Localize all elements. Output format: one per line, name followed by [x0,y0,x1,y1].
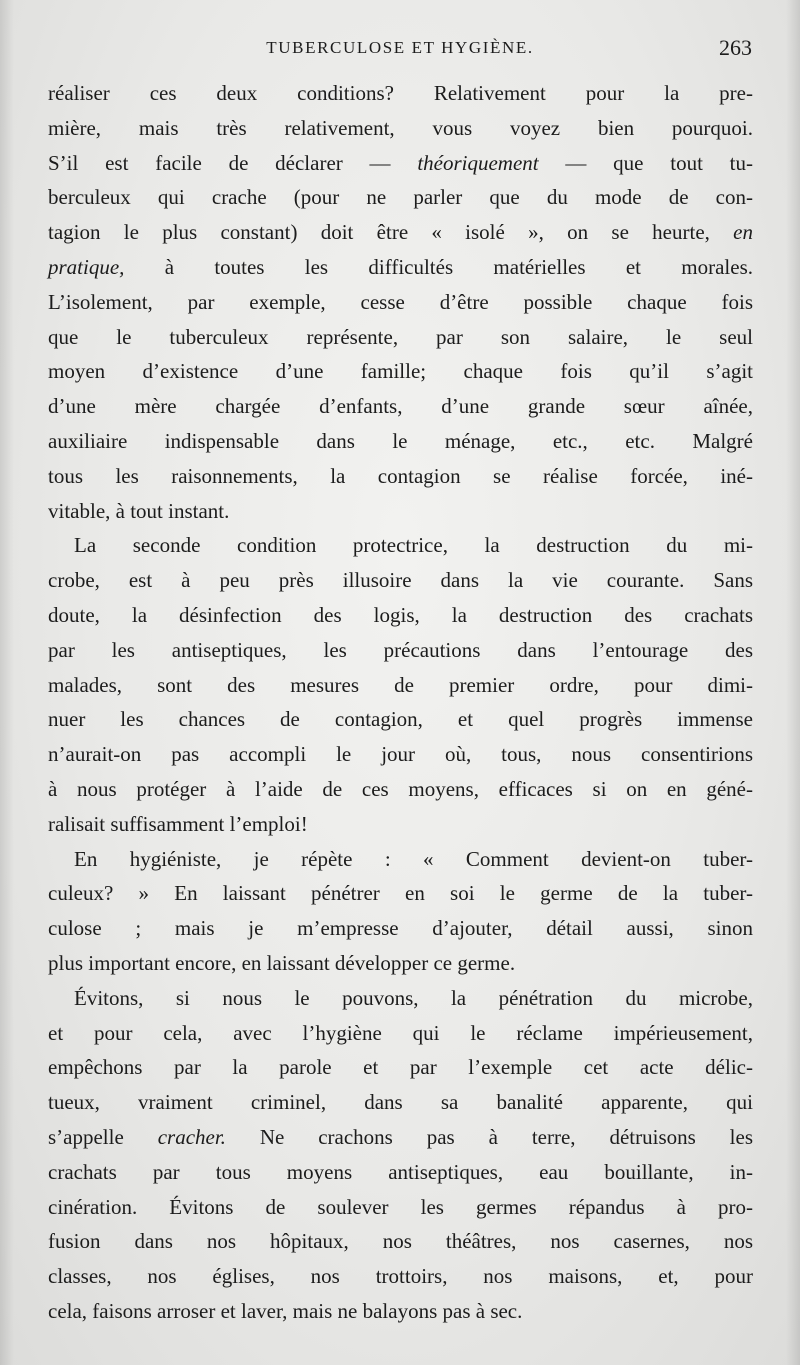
text-segment: tagion le plus constant) doit être « isolé », on se heurte, [48,220,734,245]
text-segment: fusion dans nos hôpitaux, nos théâtres, nos casernes, nos [48,1229,753,1254]
text-line [48,807,753,842]
text-line [48,320,753,355]
italic-text: pratique, [48,254,125,279]
text-segment: L’isolement, par exemple, cesse d’être possible chaque fois [48,289,753,314]
text-line [48,250,753,285]
text-line [48,876,753,911]
text-segment: moyen d’existence d’une famille; chaque fois qu’il s’agit [48,359,753,384]
text-line [48,1190,753,1225]
text-line [48,146,753,181]
body-text [48,76,753,1329]
text-line [48,528,753,563]
text-segment: mière, mais très relativement, vous voyez bien pourquoi. [48,115,753,140]
text-segment: plus important encore, en laissant développer ce germe. [48,950,516,975]
text-line [48,911,753,946]
text-line [48,668,753,703]
text-segment: malades, sont des mesures de premier ordre, pour dimi- [48,672,753,697]
text-line [48,598,753,633]
page-edge-shadow-right [786,0,800,1365]
paragraph [48,981,753,1329]
text-segment: d’une mère chargée d’enfants, d’une grande sœur aînée, [48,394,753,419]
text-line [48,981,753,1016]
text-segment: par les antiseptiques, les précautions dans l’entourage des [48,637,753,662]
text-line [48,1224,753,1259]
text-line [48,563,753,598]
text-line [48,459,753,494]
text-segment: berculeux qui crache (pour ne parler que du mode de con- [48,185,753,210]
text-line [48,1259,753,1294]
text-line [48,180,753,215]
text-segment: et pour cela, avec l’hygiène qui le réclame impérieusement, [48,1020,753,1045]
text-segment: empêchons par la parole et par l’exemple cet acte délic- [48,1055,753,1080]
text-line [48,1050,753,1085]
text-segment: tueux, vraiment criminel, dans sa banalité apparente, qui [48,1090,753,1115]
text-segment: nuer les chances de contagion, et quel progrès immense [48,707,753,732]
text-segment: cinération. Évitons de soulever les germes répandus à pro- [48,1194,753,1219]
text-line [48,1085,753,1120]
text-segment: à toutes les difficultés matérielles et morales. [124,254,753,279]
text-line [48,76,753,111]
text-line [48,215,753,250]
text-segment: Ne crachons pas à terre, détruisons les [225,1124,754,1149]
text-line [48,946,753,981]
text-segment: doute, la désinfection des logis, la destruction des crachats [48,602,753,627]
text-line [48,1155,753,1190]
paragraph [48,842,753,981]
text-segment: réaliser ces deux conditions? Relativement pour la pre- [48,81,753,105]
text-segment: ralisait suffisamment l’emploi! [48,811,308,836]
text-segment: En hygiéniste, je répète : « Comment devient-on tuber- [74,846,753,871]
running-head [48,35,752,66]
text-segment: cela, faisons arroser et laver, mais ne balayons pas à sec. [48,1298,523,1323]
text-line [48,1120,753,1155]
text-line [48,633,753,668]
text-line [48,772,753,807]
running-title: TUBERCULOSE ET HYGIÈNE. [266,38,534,57]
text-line [48,285,753,320]
text-line [48,424,753,459]
text-segment: s’appelle [48,1124,158,1149]
paragraph [48,528,753,841]
italic-text: cracher. [157,1124,226,1149]
italic-text: théoriquement [417,150,539,175]
page-number: 263 [719,35,752,60]
text-line [48,842,753,877]
text-segment: vitable, à tout instant. [48,498,230,523]
text-segment: S’il est facile de déclarer — [48,150,418,175]
text-segment: que le tuberculeux représente, par son salaire, le seul [48,324,753,349]
text-segment: classes, nos églises, nos trottoirs, nos maisons, et, pour [48,1264,753,1289]
text-line [48,702,753,737]
text-segment: auxiliaire indispensable dans le ménage, etc., etc. Malgré [48,428,753,453]
text-segment: — que tout tu- [538,150,753,175]
text-segment: n’aurait-on pas accompli le jour où, tous, nous consentirions [48,742,753,767]
text-segment: culeux? » En laissant pénétrer en soi le germe de la tuber- [48,881,753,906]
text-line [48,494,753,529]
text-segment: culose ; mais je m’empresse d’ajouter, détail aussi, sinon [48,916,753,941]
text-segment: Évitons, si nous le pouvons, la pénétration du microbe, [74,985,753,1010]
text-segment: crachats par tous moyens antiseptiques, eau bouillante, in- [48,1159,753,1184]
paragraph [48,76,753,528]
text-line [48,1294,753,1329]
text-line [48,111,753,146]
text-line [48,737,753,772]
text-line [48,354,753,389]
text-segment: à nous protéger à l’aide de ces moyens, efficaces si on en géné- [48,776,753,801]
text-line [48,1016,753,1051]
italic-text: en [733,220,753,245]
text-segment: La seconde condition protectrice, la destruction du mi- [74,533,753,558]
text-line [48,389,753,424]
text-segment: crobe, est à peu près illusoire dans la vie courante. Sans [48,568,753,593]
page-edge-shadow-left [0,0,14,1365]
text-segment: tous les raisonnements, la contagion se réalise forcée, iné- [48,463,753,488]
